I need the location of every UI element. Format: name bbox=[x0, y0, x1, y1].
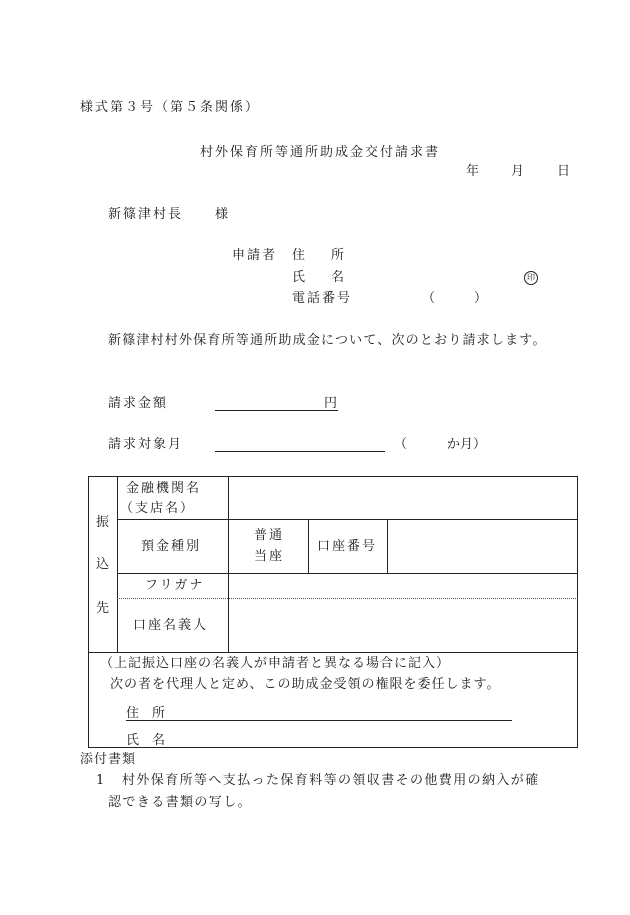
date-year-label: 年 bbox=[466, 164, 480, 179]
deposit-type-label: 預金種別 bbox=[141, 539, 202, 554]
account-number-label: 口座番号 bbox=[317, 539, 378, 554]
delegate-name-field[interactable] bbox=[126, 747, 403, 748]
delegate-name-label: 氏 名 bbox=[126, 733, 166, 748]
claim-months-unit: か月） bbox=[447, 437, 487, 452]
table-divider bbox=[117, 476, 118, 652]
claim-amount-label: 請求金額 bbox=[108, 396, 169, 411]
form-number: 様式第３号（第５条関係） bbox=[80, 100, 261, 115]
furigana-label: フリガナ bbox=[145, 578, 205, 593]
attachment-item-line1: 村外保育所等へ支払った保育料等の領収書その他費用の納入が確 bbox=[122, 773, 540, 788]
account-holder-field[interactable] bbox=[229, 599, 577, 651]
applicant-phone-paren: （ ） bbox=[422, 291, 488, 306]
addressee-honorific: 様 bbox=[215, 207, 229, 222]
bank-name-field[interactable] bbox=[229, 477, 577, 518]
applicant-name-label: 氏 名 bbox=[292, 270, 345, 285]
delegation-statement: 次の者を代理人と定め、この助成金受領の権限を委任します。 bbox=[110, 677, 501, 692]
date-day-label: 日 bbox=[557, 164, 571, 179]
attachment-item-number: 1 bbox=[96, 773, 105, 788]
claim-months-label: 請求対象月 bbox=[108, 437, 184, 452]
delegate-address-field[interactable] bbox=[126, 720, 512, 721]
furigana-field[interactable] bbox=[229, 574, 577, 598]
date-month-label: 月 bbox=[511, 164, 525, 179]
table-divider bbox=[308, 519, 309, 573]
branch-name-label: （支店名） bbox=[120, 501, 196, 516]
account-holder-label: 口座名義人 bbox=[133, 618, 209, 633]
claim-amount-unit: 円 bbox=[324, 396, 338, 411]
deposit-type-ordinary[interactable]: 普通 bbox=[254, 528, 285, 543]
applicant-address-label: 住 所 bbox=[292, 248, 345, 263]
claim-months-field[interactable] bbox=[215, 451, 385, 452]
addressee-name: 新篠津村長 bbox=[108, 207, 184, 222]
claim-months-paren: （ bbox=[394, 437, 408, 452]
page-title: 村外保育所等通所助成金交付請求書 bbox=[200, 145, 441, 160]
side-label-saki: 先 bbox=[96, 601, 110, 616]
seal-mark: 印 bbox=[524, 271, 538, 285]
delegation-note: （上記振込口座の名義人が申請者と異なる場合に記入） bbox=[100, 656, 451, 671]
table-divider bbox=[88, 652, 578, 653]
delegate-address-label: 住 所 bbox=[126, 706, 166, 721]
intro-text: 新篠津村村外保育所等通所助成金について、次のとおり請求します。 bbox=[108, 333, 547, 348]
account-number-field[interactable] bbox=[388, 520, 577, 572]
attachment-item-line2: 認できる書類の写し。 bbox=[108, 795, 253, 810]
side-label-komi: 込 bbox=[96, 557, 110, 572]
applicant-label: 申請者 bbox=[232, 248, 278, 263]
claim-amount-field[interactable] bbox=[215, 410, 338, 411]
applicant-phone-label: 電話番号 bbox=[292, 291, 353, 306]
deposit-type-current[interactable]: 当座 bbox=[254, 549, 285, 564]
side-label-furi: 振 bbox=[96, 515, 110, 530]
bank-name-label: 金融機関名 bbox=[126, 481, 202, 496]
attachments-heading: 添付書類 bbox=[80, 752, 137, 767]
